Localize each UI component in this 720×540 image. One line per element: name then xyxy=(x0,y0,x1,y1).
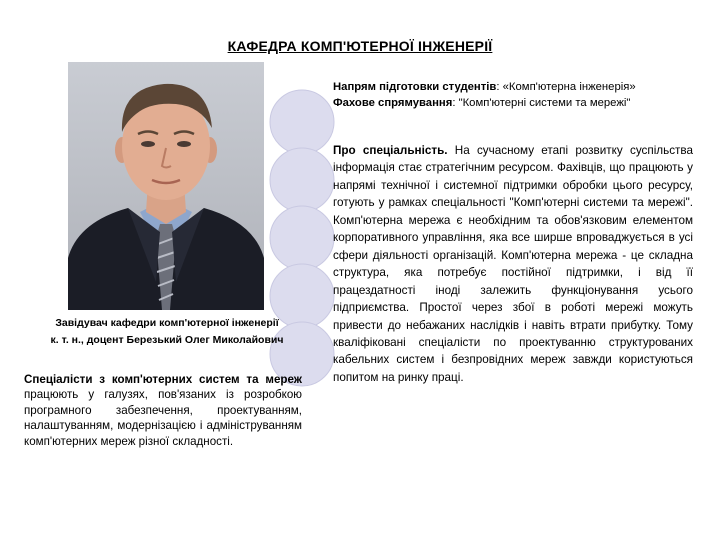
specialists-paragraph xyxy=(24,372,302,449)
about-specialty-paragraph xyxy=(333,142,693,386)
specialization-value: : "Комп'ютерні системи та мережі" xyxy=(452,97,631,109)
decorative-circle xyxy=(270,206,334,270)
page-title: КАФЕДРА КОМП'ЮТЕРНОЇ ІНЖЕНЕРІЇ xyxy=(227,38,493,54)
study-direction-label: Напрям підготовки студентів xyxy=(333,81,497,93)
caption-position: Завідувач кафедри комп'ютерної інженерії xyxy=(55,317,279,329)
about-lead: Про спеціальність. xyxy=(333,144,448,157)
specialists-text: працюють у галузях, пов'язаних із розробкою програмного забезпечення, проектуванням, налаштуванням, модернізацією і адмініструванням комп'ютерних мереж різної складності. xyxy=(24,388,302,448)
specialization xyxy=(333,95,703,111)
specialization-label: Фахове спрямування xyxy=(333,97,453,109)
portrait-photo xyxy=(68,62,264,310)
decorative-circle xyxy=(270,148,334,212)
caption-name: к. т. н., доцент Березький Олег Миколайович xyxy=(50,334,284,346)
about-text: На сучасному етапі розвитку суспільства інформація стає стратегічним ресурсом. Фахівців, що працюють у напрямі технічної і системної підтримки обробки цього ресурсу, готують у рамках спеціальності "Комп'ютерні системи та мережі". Комп'ютерна мережа є необхідним та обов'язковим елементом корпоративного управління, яка все ширше впроваджується в усі сфери діяльності організацій. Комп'ютерна мережа - це складна структура, яка потребує постійної підтримки, і від її працездатності іноді залежить функціонування усього підприємства. Простої через збої в роботі мережі можуть привести до небажаних наслідків і навіть втрати прибутку. Тому кваліфіковані спеціалісти по проектуванню структурованих кабельних систем і безпровідних мереж завжди користуються попитом на ринку праці. xyxy=(333,144,693,384)
decorative-circle xyxy=(270,90,334,154)
program-info xyxy=(333,79,703,111)
study-direction-value: : «Комп'ютерна інженерія» xyxy=(496,81,636,93)
portrait-caption xyxy=(22,315,312,349)
study-direction xyxy=(333,79,703,95)
specialists-lead: Спеціалісти з комп'ютерних систем та мереж xyxy=(24,373,302,386)
